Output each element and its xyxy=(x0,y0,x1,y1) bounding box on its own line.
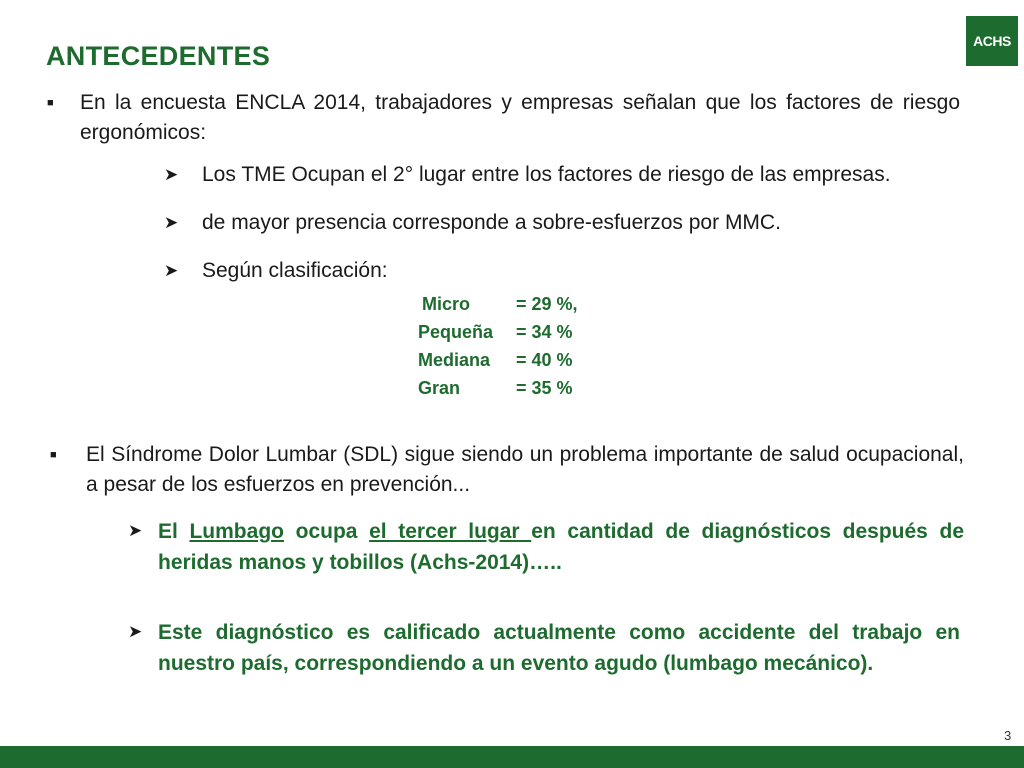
bullet-1-sub-1: Los TME Ocupan el 2° lugar entre los factores de riesgo de las empresas. xyxy=(202,163,891,186)
arrow-bullet-icon: ➤ xyxy=(164,213,179,232)
size-row xyxy=(418,346,578,374)
logo-text: ACHS xyxy=(973,33,1011,49)
bullet-2-sub-1 xyxy=(158,516,964,578)
lumbago-underlined: Lumbago xyxy=(189,520,284,543)
size-value: = 29 %, xyxy=(516,294,578,314)
size-row xyxy=(418,318,578,346)
slide-title: ANTECEDENTES xyxy=(46,41,271,71)
company-size-list xyxy=(418,290,578,402)
square-bullet-icon: ■ xyxy=(47,97,54,109)
arrow-bullet-icon: ➤ xyxy=(128,521,143,540)
size-row xyxy=(418,290,578,318)
size-value: = 35 % xyxy=(516,378,573,398)
size-value: = 34 % xyxy=(516,322,573,342)
page-number: 3 xyxy=(1004,728,1012,743)
bullet-2-text: El Síndrome Dolor Lumbar (SDL) sigue siendo un problema importante de salud ocupacional, a pesar de los esfuerzos en prevención... xyxy=(86,443,964,496)
bullet-2-sub-2: Este diagnóstico es calificado actualmente como accidente del trabajo en nuestro país, correspondiendo a un evento agudo (lumbago mecánico). xyxy=(158,621,960,675)
third-place-underlined: el tercer lugar xyxy=(369,520,532,543)
lumbago-text-part: ocupa xyxy=(283,520,370,543)
bullet-1-text: En la encuesta ENCLA 2014, trabajadores y empresas señalan que los factores de riesgo ergonómicos: xyxy=(80,91,960,144)
square-bullet-icon: ■ xyxy=(50,449,57,461)
lumbago-text-part: El xyxy=(158,520,190,543)
arrow-bullet-icon: ➤ xyxy=(164,165,179,184)
size-label: Mediana xyxy=(418,350,491,370)
bullet-1-paragraph xyxy=(80,88,960,148)
size-label: Gran xyxy=(418,378,461,398)
bullet-1-sub-3: Según clasificación: xyxy=(202,259,388,282)
arrow-bullet-icon: ➤ xyxy=(128,622,143,641)
achs-logo xyxy=(966,16,1018,66)
lumbago-text-part: en cantidad de diagnósticos después de heridas manos y tobillos (Achs-2014)….. xyxy=(158,520,965,574)
footer-bar xyxy=(0,746,1024,768)
bullet-1-sub-2: de mayor presencia corresponde a sobre-esfuerzos por MMC. xyxy=(202,211,781,234)
bullet-2-paragraph xyxy=(86,440,964,500)
arrow-bullet-icon: ➤ xyxy=(164,261,179,280)
size-value: = 40 % xyxy=(516,350,573,370)
size-label: Micro xyxy=(422,294,471,314)
size-label: Pequeña xyxy=(418,322,494,342)
size-row xyxy=(418,374,578,402)
